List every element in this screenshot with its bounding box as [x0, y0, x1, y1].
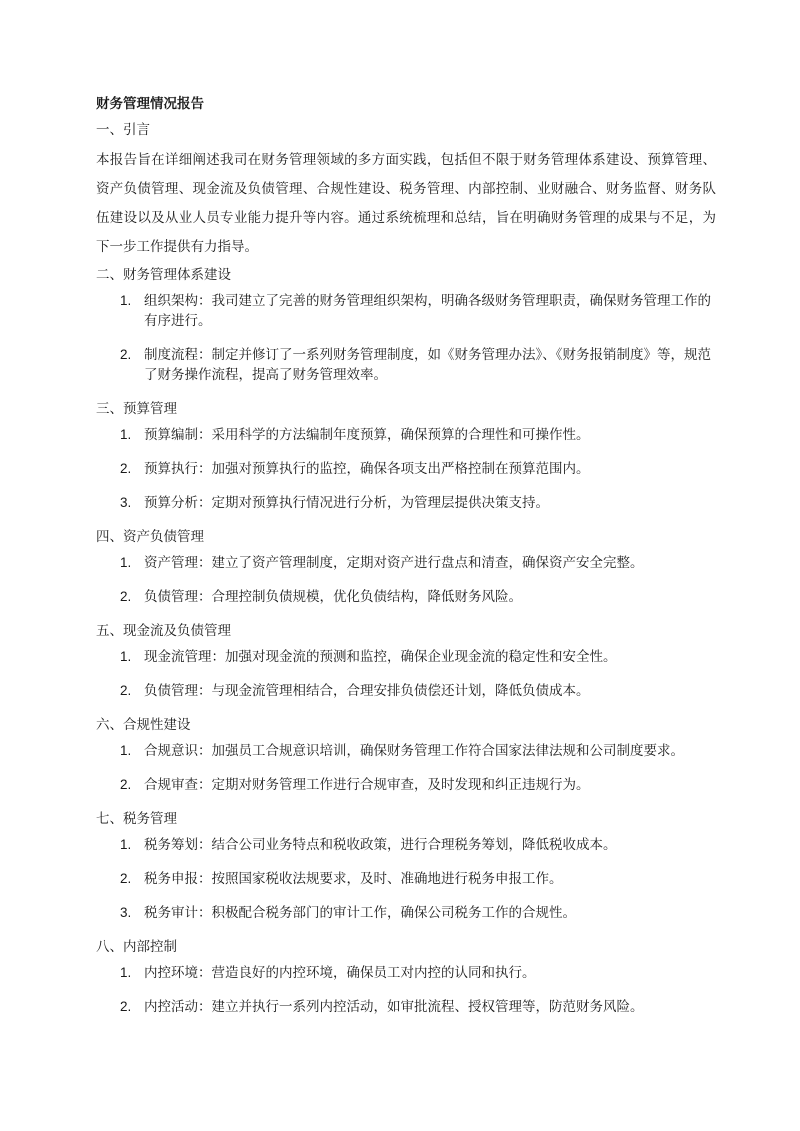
list-number: 2.: [120, 777, 132, 792]
list-number: 1.: [120, 743, 132, 758]
section-heading: 五、现金流及负债管理: [96, 623, 231, 639]
list-number: 1.: [120, 965, 132, 980]
list-item: [96, 681, 716, 701]
numbered-list: [96, 741, 716, 795]
list-text: 资产管理：建立了资产管理制度，定期对资产进行盘点和清查，确保资产安全完整。: [144, 555, 644, 571]
section-assets-liabilities: [96, 527, 716, 607]
list-item: [96, 291, 716, 331]
list-number: 2.: [120, 589, 132, 604]
list-item: [96, 345, 716, 385]
list-item: [96, 903, 716, 923]
list-text: 预算编制：采用科学的方法编制年度预算，确保预算的合理性和可操作性。: [144, 427, 590, 443]
list-item: [96, 869, 716, 889]
list-text: 现金流管理：加强对现金流的预测和监控，确保企业现金流的稳定性和安全性。: [144, 649, 617, 665]
list-number: 2.: [120, 461, 132, 476]
list-item: [96, 425, 716, 445]
list-text: 税务申报：按照国家税收法规要求，及时、准确地进行税务申报工作。: [144, 871, 563, 887]
list-item: [96, 963, 716, 983]
section-tax: [96, 809, 716, 923]
list-number: 2.: [120, 683, 132, 698]
document-page: [96, 94, 716, 1031]
list-number: 3.: [120, 495, 132, 510]
section-cashflow: [96, 621, 716, 701]
list-text: 税务筹划：结合公司业务特点和税收政策，进行合理税务筹划，降低税收成本。: [144, 837, 617, 853]
section-finance-system: [96, 265, 716, 385]
list-item: [96, 997, 716, 1017]
list-text: 内控环境：营造良好的内控环境，确保员工对内控的认同和执行。: [144, 965, 536, 981]
section-budget: [96, 399, 716, 513]
list-text: 制度流程：制定并修订了一系列财务管理制度，如《财务管理办法》、《财务报销制度》等，规范了财务操作流程，提高了财务管理效率。: [144, 347, 711, 383]
section-heading: 一、引言: [96, 122, 150, 138]
document-title: 财务管理情况报告: [96, 96, 204, 112]
list-text: 内控活动：建立并执行一系列内控活动，如审批流程、授权管理等，防范财务风险。: [144, 999, 644, 1015]
section-heading: 七、税务管理: [96, 811, 177, 827]
section-internal-control: [96, 937, 716, 1017]
list-number: 1.: [120, 649, 132, 664]
section-heading: 三、预算管理: [96, 401, 177, 417]
section-heading: 八、内部控制: [96, 939, 177, 955]
list-item: [96, 775, 716, 795]
list-number: 1.: [120, 293, 132, 308]
numbered-list: [96, 647, 716, 701]
section-heading: 四、资产负债管理: [96, 529, 204, 545]
list-text: 合规审查：定期对财务管理工作进行合规审查，及时发现和纠正违规行为。: [144, 777, 590, 793]
section-heading: 二、财务管理体系建设: [96, 267, 231, 283]
section-introduction: [96, 120, 716, 262]
numbered-list: [96, 291, 716, 385]
list-text: 负债管理：与现金流管理相结合，合理安排负债偿还计划，降低负债成本。: [144, 683, 590, 699]
numbered-list: [96, 425, 716, 513]
numbered-list: [96, 835, 716, 923]
list-text: 预算分析：定期对预算执行情况进行分析，为管理层提供决策支持。: [144, 495, 549, 511]
list-item: [96, 587, 716, 607]
list-item: [96, 459, 716, 479]
list-text: 组织架构：我司建立了完善的财务管理组织架构，明确各级财务管理职责，确保财务管理工作的有序进行。: [144, 293, 711, 329]
list-item: [96, 647, 716, 667]
list-text: 预算执行：加强对预算执行的监控，确保各项支出严格控制在预算范围内。: [144, 461, 590, 477]
list-number: 1.: [120, 837, 132, 852]
list-number: 3.: [120, 905, 132, 920]
list-item: [96, 553, 716, 573]
list-number: 2.: [120, 871, 132, 886]
section-compliance: [96, 715, 716, 795]
list-text: 负债管理：合理控制负债规模，优化负债结构，降低财务风险。: [144, 589, 522, 605]
intro-paragraph: 本报告旨在详细阐述我司在财务管理领域的多方面实践，包括但不限于财务管理体系建设、预算管理、资产负债管理、现金流及负债管理、合规性建设、税务管理、内部控制、业财融合、财务监督、财务队伍建设以及从业人员专业能力提升等内容。通过系统梳理和总结，旨在明确财务管理的成果与不足，为下一步工作提供有力指导。: [96, 152, 716, 255]
list-item: [96, 741, 716, 761]
list-text: 税务审计：积极配合税务部门的审计工作，确保公司税务工作的合规性。: [144, 905, 576, 921]
section-heading: 六、合规性建设: [96, 717, 191, 733]
numbered-list: [96, 963, 716, 1017]
list-number: 1.: [120, 555, 132, 570]
list-number: 2.: [120, 347, 132, 362]
list-item: [96, 835, 716, 855]
list-number: 1.: [120, 427, 132, 442]
list-item: [96, 493, 716, 513]
list-number: 2.: [120, 999, 132, 1014]
numbered-list: [96, 553, 716, 607]
list-text: 合规意识：加强员工合规意识培训，确保财务管理工作符合国家法律法规和公司制度要求。: [144, 743, 684, 759]
